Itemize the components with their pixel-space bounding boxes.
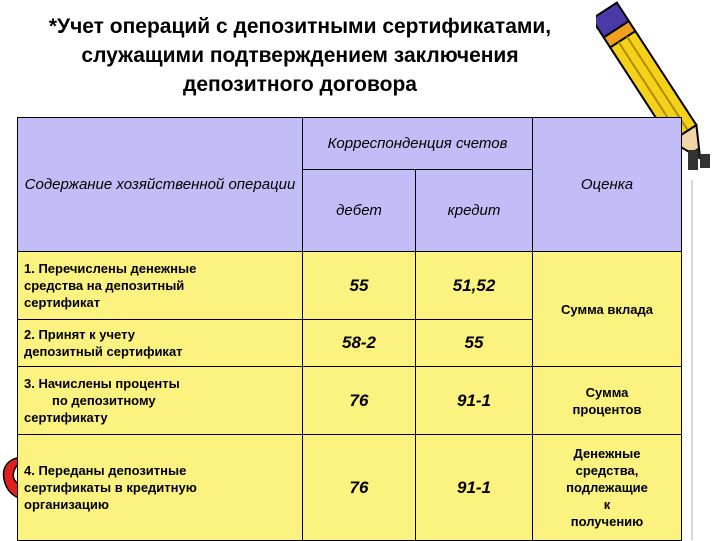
operation-cell (18, 367, 303, 435)
operation-text: 1. Перечислены денежные (24, 261, 197, 276)
operation-text: сертификату (24, 410, 108, 425)
operation-text: организацию (24, 497, 109, 512)
operation-text: средства на депозитный (24, 278, 185, 293)
title-line-3: депозитного договора (183, 73, 417, 96)
evaluation-text: получению (570, 514, 644, 529)
table-row (18, 435, 682, 541)
header-credit: кредит (416, 170, 533, 252)
header-evaluation: Оценка (533, 118, 682, 252)
debit-cell: 58-2 (303, 320, 416, 367)
evaluation-text: средства, (575, 463, 639, 478)
evaluation-cell: Сумма вклада (533, 252, 682, 367)
evaluation-text: Сумма (585, 384, 629, 400)
operation-cell (18, 435, 303, 541)
credit-cell: 91-1 (416, 367, 533, 435)
operation-text: депозитный сертификат (24, 344, 183, 359)
operation-cell (18, 252, 303, 320)
evaluation-text: Денежные (573, 446, 641, 461)
title-line-1: *Учет операций с депозитными сертификатами, (48, 15, 552, 38)
credit-cell: 91-1 (416, 435, 533, 541)
debit-cell: 76 (303, 367, 416, 435)
operation-text: сертификаты в кредитную (24, 480, 197, 495)
pencil-shadow-icon (686, 150, 720, 540)
table-row (18, 367, 682, 435)
debit-cell: 76 (303, 435, 416, 541)
title-line-2: служащими подтверждением заключения (81, 44, 519, 67)
header-correspondence: Корреспонденция счетов (303, 118, 533, 170)
operation-text: по депозитному (52, 393, 156, 408)
operation-text: сертификат (24, 295, 101, 310)
operation-cell (18, 320, 303, 367)
credit-cell: 51,52 (416, 252, 533, 320)
evaluation-cell (533, 367, 682, 435)
operation-text: 3. Начислены проценты (24, 376, 180, 391)
operation-text: 4. Переданы депозитные (24, 463, 187, 478)
page-title (0, 12, 600, 99)
evaluation-text: к (603, 497, 611, 512)
operation-text: 2. Принят к учету (24, 327, 136, 342)
header-debit: дебет (303, 170, 416, 252)
table-row (18, 252, 682, 320)
evaluation-cell (533, 435, 682, 541)
evaluation-text: подлежащие (566, 480, 648, 495)
debit-cell: 55 (303, 252, 416, 320)
operations-table (17, 117, 682, 541)
evaluation-text: процентов (572, 401, 642, 417)
header-content: Содержание хозяйственной операции (18, 118, 303, 252)
credit-cell: 55 (416, 320, 533, 367)
